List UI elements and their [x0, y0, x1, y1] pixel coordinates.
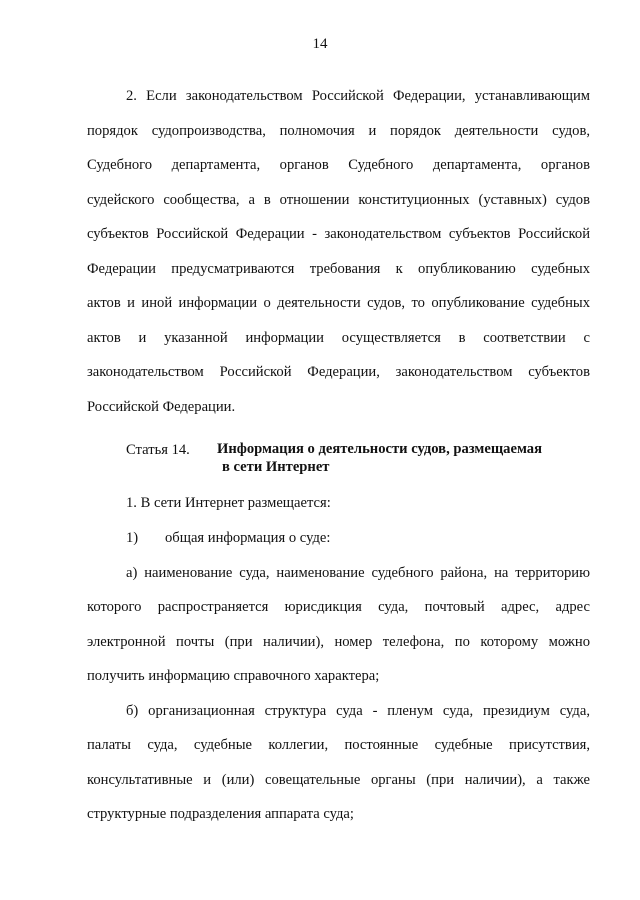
item-1-number: 1): [126, 530, 139, 546]
paragraph-2-line: субъектов Российской Федерации - законодательством субъектов Российской: [87, 226, 590, 242]
paragraph-2-line: Российской Федерации.: [87, 399, 236, 415]
paragraph-2-line: актов и иной информации о деятельности судов, то опубликование судебных: [87, 295, 590, 311]
item-b-line: б) организационная структура суда - пленум суда, президиум суда,: [126, 703, 590, 719]
item-b-line: палаты суда, судебные коллегии, постоянные судебные присутствия,: [87, 737, 590, 753]
item-a-line: а) наименование суда, наименование судебного района, на территорию: [126, 565, 590, 581]
paragraph-2-line: Судебного департамента, органов Судебного департамента, органов: [87, 157, 590, 173]
paragraph-2-line: законодательством Российской Федерации, законодательством субъектов: [87, 364, 590, 380]
article-title-line: в сети Интернет: [222, 459, 330, 475]
item-1-text: общая информация о суде:: [165, 530, 331, 546]
item-a-line: которого распространяется юрисдикция суда, почтовый адрес, адрес: [87, 599, 590, 615]
article-title-line: Информация о деятельности судов, размещаемая: [217, 441, 542, 457]
item-b-line: структурные подразделения аппарата суда;: [87, 806, 354, 822]
item-a-line: электронной почты (при наличии), номер телефона, по которому можно: [87, 634, 590, 650]
clause-1: 1. В сети Интернет размещается:: [126, 495, 331, 511]
paragraph-2-line: актов и указанной информации осуществляется в соответствии с: [87, 330, 590, 346]
article-label: Статья 14.: [126, 442, 190, 458]
item-a-line: получить информацию справочного характера;: [87, 668, 380, 684]
paragraph-2-line: 2. Если законодательством Российской Федерации, устанавливающим: [126, 88, 590, 104]
paragraph-2-line: Федерации предусматриваются требования к опубликованию судебных: [87, 261, 590, 277]
paragraph-2-line: порядок судопроизводства, полномочия и порядок деятельности судов,: [87, 123, 590, 139]
page-number: 14: [312, 36, 328, 52]
paragraph-2-line: судейского сообщества, а в отношении конституционных (уставных) судов: [87, 192, 590, 208]
item-b-line: консультативные и (или) совещательные органы (при наличии), а также: [87, 772, 590, 788]
